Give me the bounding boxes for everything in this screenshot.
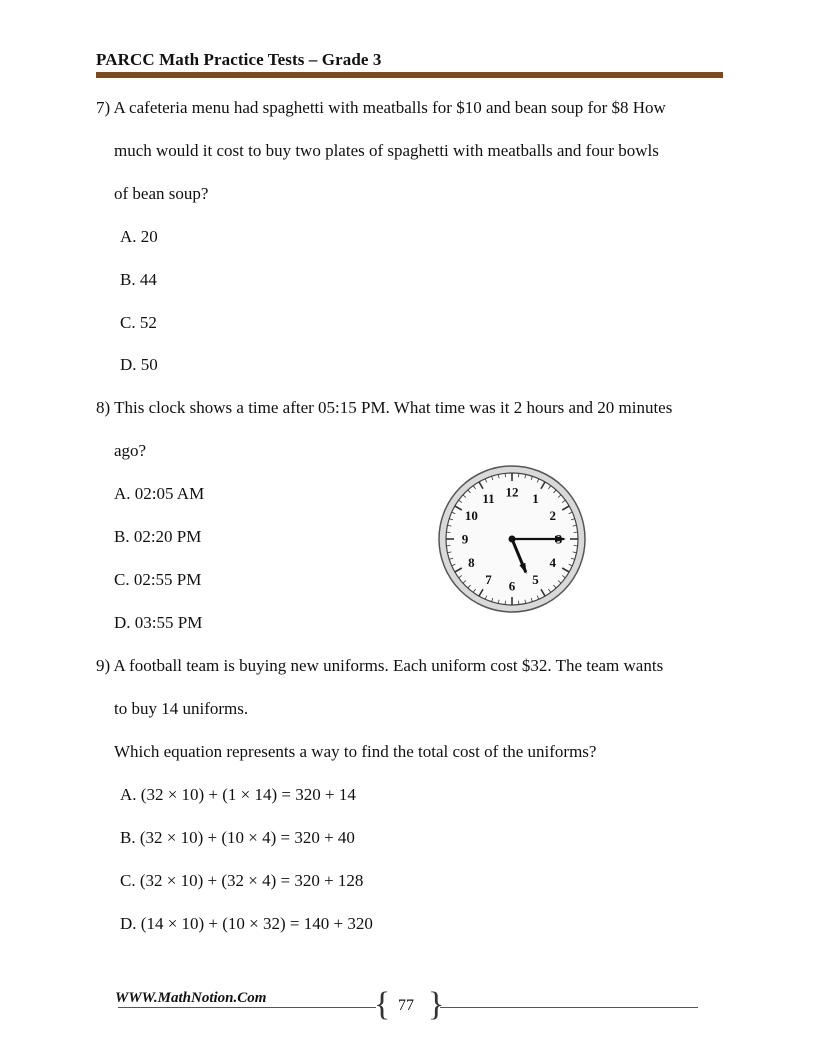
q9-line-3: Which equation represents a way to find the total cost of the uniforms? <box>114 742 597 761</box>
header-rule <box>96 72 723 78</box>
q7-line-2: much would it cost to buy two plates of spaghetti with meatballs and four bowls <box>114 141 659 160</box>
clock-number: 10 <box>464 508 478 523</box>
clock-number: 11 <box>482 490 495 506</box>
clock-center <box>509 536 516 543</box>
q9-line-1: 9) A football team is buying new uniforms. Each uniform cost $32. The team wants <box>96 656 664 675</box>
q9-choice-c[interactable]: C. (32 × 10) + (32 × 4) = 320 + 128 <box>120 871 364 890</box>
q8-choice-d[interactable]: D. 03:55 PM <box>114 613 203 632</box>
page-number: 77 <box>398 997 414 1014</box>
q7-choice-a[interactable]: A. 20 <box>120 227 158 246</box>
q8-choice-a[interactable]: A. 02:05 AM <box>114 484 205 503</box>
q7-choice-d[interactable]: D. 50 <box>120 355 158 374</box>
analog-clock <box>438 463 586 615</box>
clock-number: 12 <box>505 484 519 500</box>
page-bracket-left: { <box>374 986 391 1023</box>
clock-number: 4 <box>549 555 556 570</box>
q9-line-2: to buy 14 uniforms. <box>114 699 249 718</box>
q9-choice-b[interactable]: B. (32 × 10) + (10 × 4) = 320 + 40 <box>120 828 355 847</box>
clock-number: 1 <box>532 490 539 506</box>
q8-line-2: ago? <box>114 441 147 460</box>
clock-number: 8 <box>468 555 475 570</box>
footer-rule-left <box>118 1007 376 1008</box>
clock-number: 2 <box>549 508 556 523</box>
clock-number: 7 <box>485 572 492 588</box>
q9-choice-d[interactable]: D. (14 × 10) + (10 × 32) = 140 + 320 <box>120 914 373 933</box>
q7-choice-b[interactable]: B. 44 <box>120 270 157 289</box>
clock-number: 6 <box>508 578 516 594</box>
footer-site-link[interactable]: WWW.MathNotion.Com <box>115 990 267 1006</box>
q7-choice-c[interactable]: C. 52 <box>120 313 157 332</box>
clock-number: 5 <box>532 572 539 588</box>
page-bracket-right: } <box>428 986 445 1023</box>
footer-rule-right <box>440 1007 698 1008</box>
q7-line-1: 7) A cafeteria menu had spaghetti with meatballs for $10 and bean soup for $8 How <box>96 98 666 117</box>
q8-choice-c[interactable]: C. 02:55 PM <box>114 570 202 589</box>
q8-choice-b[interactable]: B. 02:20 PM <box>114 527 202 546</box>
q8-line-1: 8) This clock shows a time after 05:15 PM. What time was it 2 hours and 20 minutes <box>96 398 673 417</box>
q7-line-3: of bean soup? <box>114 184 209 203</box>
clock-number: 9 <box>461 531 469 547</box>
page-header-title: PARCC Math Practice Tests – Grade 3 <box>96 50 382 69</box>
q9-choice-a[interactable]: A. (32 × 10) + (1 × 14) = 320 + 14 <box>120 785 356 804</box>
